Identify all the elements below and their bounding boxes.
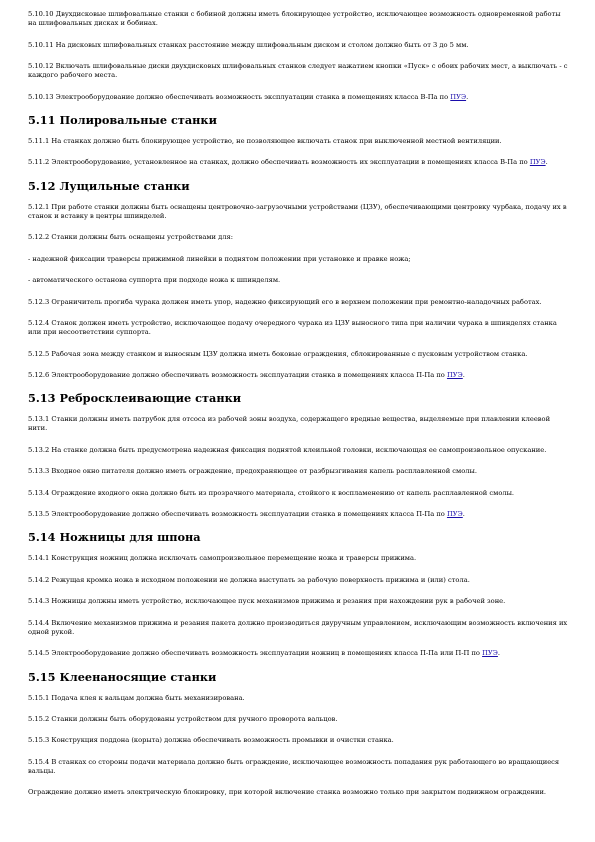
paragraph-end: . xyxy=(466,92,469,101)
paragraph-text: 5.12.3 Ограничитель прогиба чурака должен иметь упор, надежно фиксирующий его в верхнем положении при ремонтно-наладочных работах. xyxy=(28,297,542,306)
paragraph-text: 5.13.1 Станки должны иметь патрубок для отсоса из рабочей зоны воздуха, содержащего вредные вещества, выделяемые при плавлении клеевой нити. xyxy=(28,415,551,433)
paragraph xyxy=(28,554,568,563)
section-heading: 5.13 Ребросклеивающие станки xyxy=(28,391,242,406)
pue-link[interactable]: ПУЭ xyxy=(529,158,546,167)
paragraph-text: 5.11.1 На станках должно быть блокирующее устройство, не позволяющее включать станок при выключенной местной вентиляции. xyxy=(28,136,502,145)
paragraph-text: 5.11.2 Электрооборудование, установленное на станках, должно обеспечивать возможность их эксплуатации в помещениях класса В-Па по xyxy=(28,158,530,167)
paragraph xyxy=(28,298,568,307)
paragraph-text: 5.10.10 Двухдисковые шлифовальные станки с бобиной должны иметь блокирующее устройство, исключающее возможность одновременной работы на шлифовальных дисках и бобинах. xyxy=(28,10,561,28)
paragraph-text: 5.12.4 Станок должен иметь устройство, исключающее подачу очередного чурака из ЦЗУ выносного типа при наличии чурака в шпинделях станка или при несоответствии суппорта. xyxy=(28,318,557,337)
paragraph xyxy=(28,350,568,359)
paragraph xyxy=(28,62,568,80)
paragraph xyxy=(28,467,568,476)
paragraph xyxy=(28,371,568,380)
paragraph xyxy=(28,41,568,50)
paragraph xyxy=(28,489,568,498)
pue-link[interactable]: ПУЭ xyxy=(450,92,467,101)
paragraph xyxy=(28,93,568,102)
paragraph-text: 5.12.1 При работе станки должны быть оснащены центровочно-загрузочными устройствами (ЦЗУ), обеспечивающими центровку чурбака, подачу их в станок и вставку в центры шпинделей. xyxy=(28,202,567,220)
paragraph-text: - автоматического останова суппорта при подходе ножа к шпинделям. xyxy=(28,276,281,285)
paragraph-text: 5.12.5 Рабочая зона между станком и выносным ЦЗУ должна иметь боковые ограждения, сблокированные с пусковым устройством станка. xyxy=(28,349,528,358)
paragraph-text: 5.14.2 Режущая кромка ножа в исходном положении не должна выступать за рабочую поверхность прижима и (или) стола. xyxy=(28,575,470,584)
paragraph-text: 5.14.3 Ножницы должны иметь устройство, исключающее пуск механизмов прижима и резания при нахождении рук в рабочей зоне. xyxy=(28,597,506,606)
paragraph-end: . xyxy=(497,649,501,658)
document-page xyxy=(28,10,568,810)
paragraph xyxy=(28,255,568,264)
section-heading: 5.15 Клеенаносящие станки xyxy=(28,669,217,684)
paragraph xyxy=(28,510,568,519)
paragraph-text: 5.15.2 Станки должны быть оборудованы устройством для ручного проворота вальцов. xyxy=(28,714,338,723)
paragraph-text: 5.10.12 Включать шлифовальные диски двухдисковых шлифовальных станков следует нажатием кнопки «Пуск» с обоих рабочих мест, а выключать - с каждого рабочего места. xyxy=(28,61,568,80)
section-heading: 5.12 Лущильные станки xyxy=(28,178,190,193)
paragraph-text: 5.13.3 Входное окно питателя должно иметь ограждение, предохраняющее от разбрызгивания капель расплавленной смолы. xyxy=(28,467,477,476)
paragraph xyxy=(28,736,568,745)
paragraph xyxy=(28,158,568,167)
paragraph-text: 5.14.4 Включение механизмов прижима и резания пакета должно производиться двуручным управлением, исключающим возможность включения их одной рукой. xyxy=(28,618,568,636)
paragraph xyxy=(28,10,568,28)
paragraph xyxy=(28,694,568,703)
paragraph-text: 5.10.11 На дисковых шлифовальных станках расстояние между шлифовальным диском и столом должно быть от 3 до 5 мм. xyxy=(28,40,469,49)
paragraph-text: 5.13.5 Электрооборудование должно обеспечивать возможность эксплуатации станка в помещениях класса П-Па по xyxy=(28,510,447,519)
paragraph xyxy=(28,233,568,242)
paragraph-text: Ограждение должно иметь электрическую блокировку, при которой включение станка возможно только при закрытом подвижном ограждении. xyxy=(28,788,547,797)
paragraph-text: 5.14.1 Конструкция ножниц должна исключать самопроизвольное перемещение ножа и траверсы прижима. xyxy=(28,554,417,563)
paragraph-text: 5.10.13 Электрооборудование должно обеспечивать возможность эксплуатации станка в помещениях класса В-Па по xyxy=(28,92,451,101)
paragraph-text: 5.15.1 Подача клея к вальцам должна быть механизирована. xyxy=(28,693,245,702)
section-heading: 5.11 Полировальные станки xyxy=(28,112,217,127)
paragraph-end: . xyxy=(545,158,548,167)
pue-link[interactable]: ПУЭ xyxy=(446,510,463,519)
paragraph-text: 5.12.6 Электрооборудование должно обеспечивать возможность эксплуатации станка в помещениях класса П-Па по xyxy=(28,370,447,379)
paragraph xyxy=(28,597,568,606)
paragraph xyxy=(28,203,568,221)
paragraph xyxy=(28,276,568,285)
paragraph-text: 5.14.5 Электрооборудование должно обеспечивать возможность эксплуатации ножниц в помещениях класса П-Па или П-П по xyxy=(28,649,483,658)
paragraph xyxy=(28,415,568,433)
paragraph xyxy=(28,758,568,776)
paragraph xyxy=(28,715,568,724)
paragraph-text: 5.12.2 Станки должны быть оснащены устройствами для: xyxy=(28,233,233,242)
paragraph-text: 5.13.2 На станке должна быть предусмотрена надежная фиксация поднятой клеильной головки, исключающая ее самопроизвольное опускание. xyxy=(28,445,547,454)
paragraph-text: 5.15.4 В станках со стороны подачи материала должно быть ограждение, исключающее возможность попадания рук работающего во вращающиеся вальцы. xyxy=(28,757,560,775)
paragraph xyxy=(28,446,568,455)
section-heading: 5.14 Ножницы для шпона xyxy=(28,530,201,545)
paragraph xyxy=(28,576,568,585)
pue-link[interactable]: ПУЭ xyxy=(446,370,463,379)
paragraph-text: - надежной фиксации траверсы прижимной линейки в поднятом положении при установке и правке ножа; xyxy=(28,254,411,263)
paragraph-end: . xyxy=(462,370,465,379)
paragraph xyxy=(28,319,568,337)
paragraph xyxy=(28,788,568,797)
pue-link[interactable]: ПУЭ xyxy=(482,649,498,658)
paragraph-text: 5.13.4 Ограждение входного окна должно быть из прозрачного материала, стойкого к воспламенению от капель расплавленной смолы. xyxy=(28,488,515,497)
paragraph-end: . xyxy=(462,510,465,519)
paragraph xyxy=(28,619,568,637)
paragraph xyxy=(28,649,568,658)
paragraph xyxy=(28,137,568,146)
paragraph-text: 5.15.3 Конструкция поддона (корыта) должна обеспечивать возможность промывки и очистки станка. xyxy=(28,736,394,745)
